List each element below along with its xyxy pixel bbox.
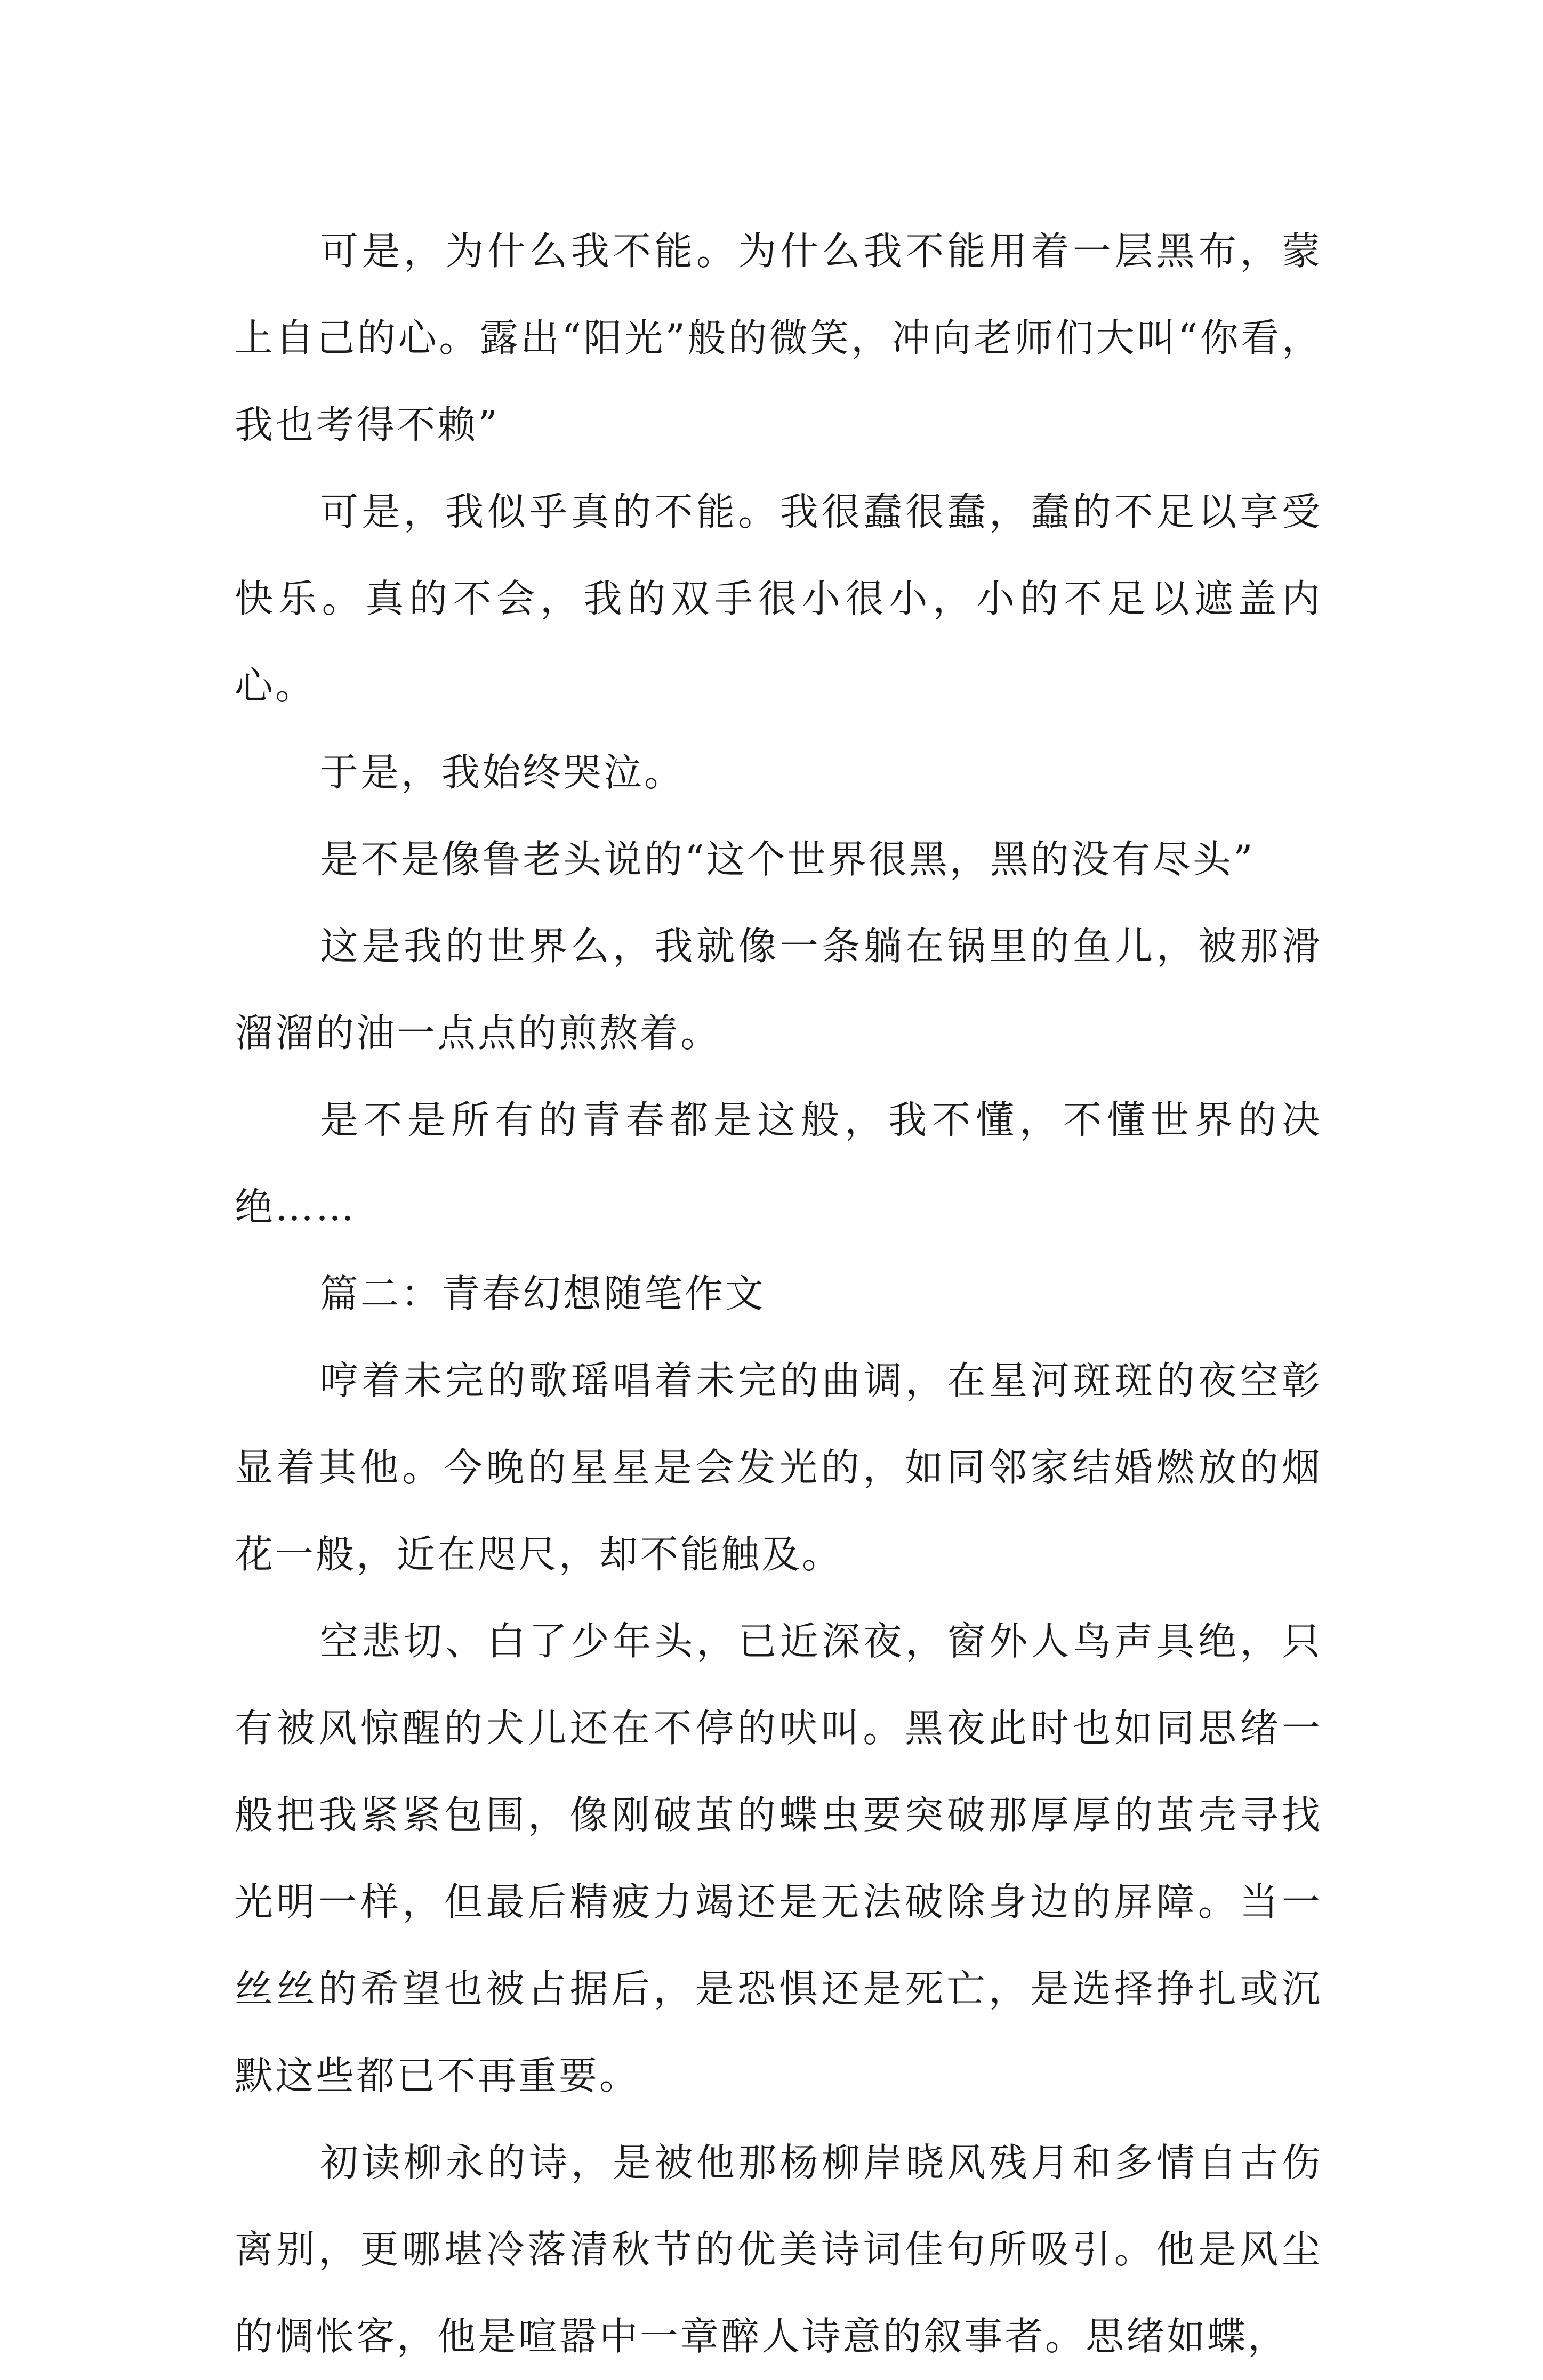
paragraph: 哼着未完的歌瑶唱着未完的曲调，在星河斑斑的夜空彰显着其他。今晚的星星是会发光的，如同邻家结婚燃放的烟花一般，近在咫尺，却不能触及。	[235, 1358, 1322, 1577]
document-body	[235, 208, 1322, 2380]
paragraph: 是不是像鲁老头说的“这个世界很黑，黑的没有尽头”	[320, 837, 1255, 882]
paragraph: 空悲切、白了少年头，已近深夜，窗外人鸟声具绝，只有被风惊醒的犬儿还在不停的吠叫。黑夜此时也如同思绪一般把我紧紧包围，像刚破茧的蝶虫要突破那厚厚的茧壳寻找光明一样，但最后精疲力竭还是无法破除身边的屏障。当一丝丝的希望也被占据后，是恐惧还是死亡，是选择挣扎或沉默这些都已不再重要。	[235, 1619, 1322, 2098]
paragraph: 于是，我始终哭泣。	[320, 750, 685, 795]
paragraph: 这是我的世界么，我就像一条躺在锅里的鱼儿，被那滑溜溜的油一点点的煎熬着。	[235, 924, 1322, 1055]
section-heading: 篇二：青春幻想随笔作文	[320, 1271, 766, 1316]
paragraph: 初读柳永的诗，是被他那杨柳岸晓风残月和多情自古伤离别，更哪堪冷落清秋节的优美诗词佳句所吸引。他是风尘的惆怅客，他是喧嚣中一章醉人诗意的叙事者。思绪如蝶，	[235, 2140, 1322, 2359]
paragraph: 可是，为什么我不能。为什么我不能用着一层黑布，蒙上自己的心。露出“阳光”般的微笑，冲向老师们大叫“你看，我也考得不赖”	[235, 229, 1322, 447]
paragraph: 是不是所有的青春都是这般，我不懂，不懂世界的决绝……	[235, 1098, 1322, 1229]
paragraph: 可是，我似乎真的不能。我很蠢很蠢，蠢的不足以享受快乐。真的不会，我的双手很小很小，小的不足以遮盖内心。	[235, 489, 1322, 708]
